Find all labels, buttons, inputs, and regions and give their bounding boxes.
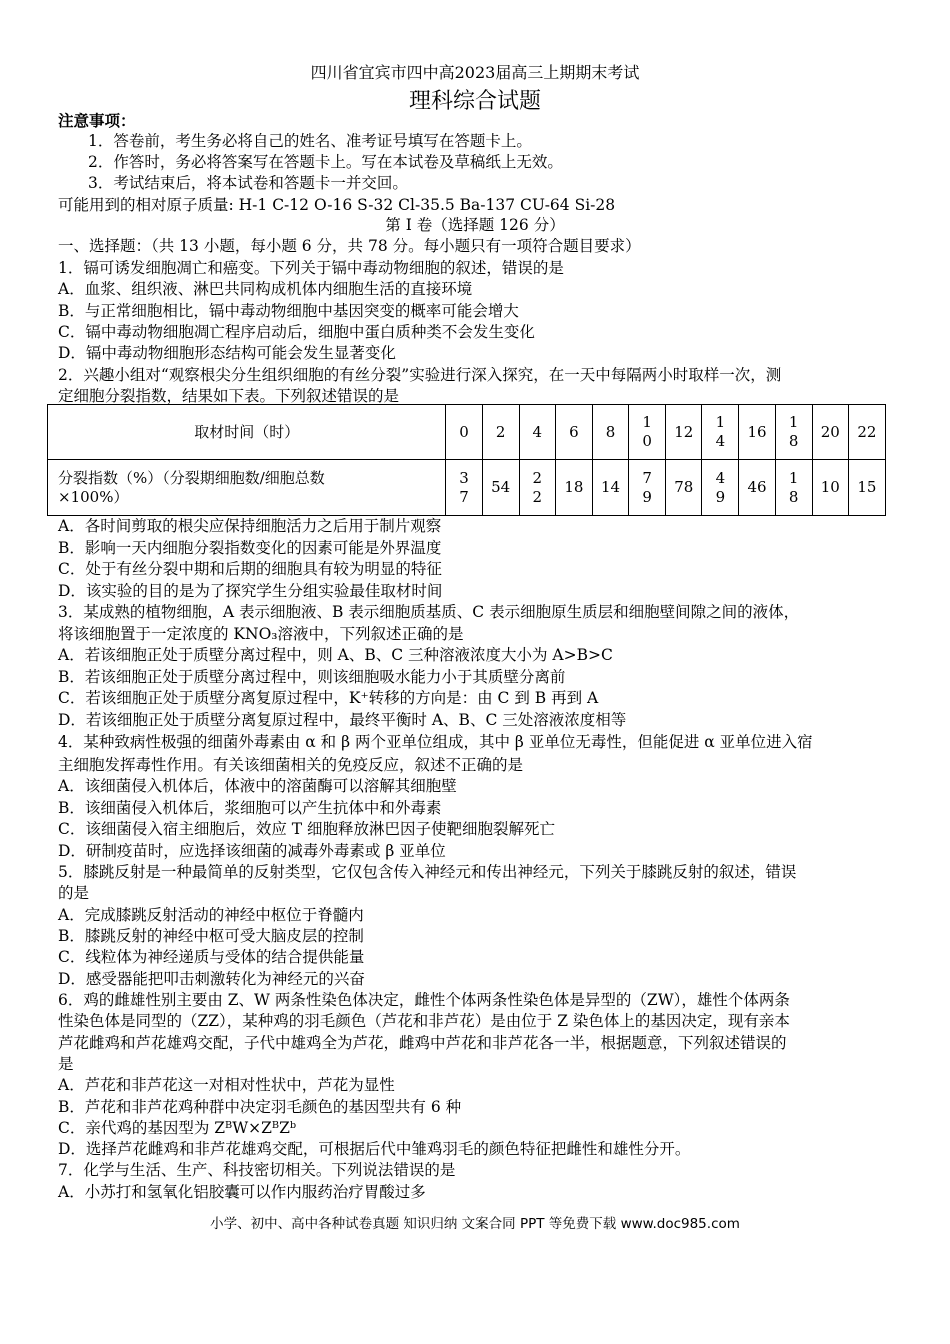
q3-stem-2: 将该细胞置于一定浓度的 KNO₃溶液中，下列叙述正确的是 <box>58 625 464 643</box>
q4-stem-2: 主细胞发挥毒性作用。有关该细菌相关的免疫反应，叙述不正确的是 <box>58 756 524 774</box>
q5-stem-2: 的是 <box>58 884 90 902</box>
q4-option-b: B．该细菌侵入机体后，浆细胞可以产生抗体中和外毒素 <box>58 799 442 817</box>
q2-option-d: D．该实验的目的是为了探究学生分组实验最佳取材时间 <box>58 582 443 600</box>
table-row-time <box>48 405 886 460</box>
section-instruction: 一、选择题：（共 13 小题，每小题 6 分，共 78 分。每小题只有一项符合题目要求） <box>58 237 641 255</box>
q1-option-a: A．血浆、组织液、淋巴共同构成机体内细胞生活的直接环境 <box>58 280 473 298</box>
atomic-mass-line: 可能用到的相对原子质量: H-1 C-12 O-16 S-32 Cl-35.5 Ba-137 CU-64 Si-28 <box>58 196 616 214</box>
table-cell: 18 <box>555 460 592 516</box>
q4-stem-1: 4．某种致病性极强的细菌外毒素由 α 和 β 两个亚单位组成，其中 β 亚单位无毒性，但能促进 α 亚单位进入宿 <box>58 733 813 751</box>
table-cell: 54 <box>482 460 519 516</box>
table-cell: 22 <box>848 405 885 460</box>
q1-option-d: D．镉中毒动物细胞形态结构可能会发生显著变化 <box>58 344 396 362</box>
table-header-time: 取材时间（时） <box>48 405 446 460</box>
q6-stem-4: 是 <box>58 1055 74 1073</box>
q2-option-b: B．影响一天内细胞分裂指数变化的因素可能是外界温度 <box>58 539 442 557</box>
table-cell: 8 <box>592 405 628 460</box>
volume-title: 第 I 卷（选择题 126 分） <box>385 216 565 234</box>
q2-option-c: C．处于有丝分裂中期和后期的细胞具有较为明显的特征 <box>58 560 442 578</box>
table-cell: 14 <box>702 405 739 460</box>
q4-option-a: A．该细菌侵入机体后，体液中的溶菌酶可以溶解其细胞壁 <box>58 777 457 795</box>
table-cell: 18 <box>775 405 812 460</box>
q6-stem-1: 6．鸡的雌雄性别主要由 Z、W 两条性染色体决定，雌性个体两条性染色体是异型的（ZW），雄性个体两条 <box>58 991 790 1009</box>
q6-option-d: D．选择芦花雌鸡和非芦花雄鸡交配，可根据后代中雏鸡羽毛的颜色特征把雌性和雄性分开。 <box>58 1140 691 1158</box>
q6-option-c: C．亲代鸡的基因型为 ZᴮW×ZᴮZᵇ <box>58 1119 297 1137</box>
table-cell: 14 <box>592 460 628 516</box>
table-header-index-line2: ×100%） <box>58 487 129 506</box>
table-cell: 16 <box>739 405 775 460</box>
division-index-table <box>47 404 886 516</box>
q2-stem-1: 2．兴趣小组对“观察根尖分生组织细胞的有丝分裂”实验进行深入探究，在一天中每隔两小时取样一次，测 <box>58 366 782 384</box>
q7-stem: 7．化学与生活、生产、科技密切相关。下列说法错误的是 <box>58 1161 456 1179</box>
q5-option-a: A．完成膝跳反射活动的神经中枢位于脊髓内 <box>58 906 364 924</box>
table-cell: 20 <box>812 405 848 460</box>
table-cell: 78 <box>666 460 702 516</box>
q4-option-c: C．该细菌侵入宿主细胞后，效应 T 细胞释放淋巴因子使靶细胞裂解死亡 <box>58 820 556 838</box>
table-cell: 18 <box>775 460 812 516</box>
q5-stem-1: 5．膝跳反射是一种最简单的反射类型，它仅包含传入神经元和传出神经元，下列关于膝跳反射的叙述，错误 <box>58 863 797 881</box>
table-cell: 6 <box>555 405 592 460</box>
q6-option-b: B．芦花和非芦花鸡种群中决定羽毛颜色的基因型共有 6 种 <box>58 1098 462 1116</box>
table-header-index <box>48 460 446 516</box>
note-item-3: 3．考试结束后，将本试卷和答题卡一并交回。 <box>88 174 408 192</box>
table-cell: 10 <box>629 405 666 460</box>
q6-stem-3: 芦花雌鸡和芦花雄鸡交配，子代中雄鸡全为芦花，雌鸡中芦花和非芦花各一半，根据题意，下列叙述错误的 <box>58 1034 787 1052</box>
q4-option-d: D．研制疫苗时，应选择该细菌的减毒外毒素或 β 亚单位 <box>58 842 446 860</box>
q5-option-c: C．线粒体为神经递质与受体的结合提供能量 <box>58 948 365 966</box>
table-cell: 15 <box>848 460 885 516</box>
table-cell: 46 <box>739 460 775 516</box>
table-cell: 4 <box>519 405 555 460</box>
table-cell: 22 <box>519 460 555 516</box>
q3-option-b: B．若该细胞正处于质壁分离过程中，则该细胞吸水能力小于其质壁分离前 <box>58 668 566 686</box>
notes-heading: 注意事项： <box>58 111 136 130</box>
q3-option-d: D．若该细胞正处于质壁分离复原过程中，最终平衡时 A、B、C 三处溶液浓度相等 <box>58 711 627 729</box>
q2-option-a: A．各时间剪取的根尖应保持细胞活力之后用于制片观察 <box>58 517 442 535</box>
note-item-1: 1．答卷前，考生务必将自己的姓名、准考证号填写在答题卡上。 <box>88 132 532 150</box>
note-item-2: 2．作答时，务必将答案写在答题卡上。写在本试卷及草稿纸上无效。 <box>88 153 563 171</box>
exam-subtitle: 理科综合试题 <box>408 89 541 114</box>
table-cell: 49 <box>702 460 739 516</box>
q1-option-c: C．镉中毒动物细胞凋亡程序启动后，细胞中蛋白质种类不会发生变化 <box>58 323 535 341</box>
q1-option-b: B．与正常细胞相比，镉中毒动物细胞中基因突变的概率可能会增大 <box>58 302 519 320</box>
exam-title: 四川省宜宾市四中高2023届高三上期期末考试 <box>310 63 640 82</box>
table-row-index <box>48 460 886 516</box>
table-cell: 79 <box>629 460 666 516</box>
q6-stem-2: 性染色体是同型的（ZZ），某种鸡的羽毛颜色（芦花和非芦花）是由位于 Z 染色体上的基因决定，现有亲本 <box>58 1012 790 1030</box>
table-cell: 0 <box>446 405 482 460</box>
q7-option-a: A．小苏打和氢氧化铝胶囊可以作内服药治疗胃酸过多 <box>58 1183 426 1201</box>
q3-stem-1: 3．某成熟的植物细胞，A 表示细胞液、B 表示细胞质基质、C 表示细胞原生质层和细胞壁间隙之间的液体， <box>58 603 800 621</box>
q1-stem: 1．镉可诱发细胞凋亡和癌变。下列关于镉中毒动物细胞的叙述，错误的是 <box>58 259 564 277</box>
table-cell: 10 <box>812 460 848 516</box>
q5-option-b: B．膝跳反射的神经中枢可受大脑皮层的控制 <box>58 927 364 945</box>
q5-option-d: D．感受器能把叩击刺激转化为神经元的兴奋 <box>58 970 365 988</box>
table-cell: 2 <box>482 405 519 460</box>
table-cell: 12 <box>666 405 702 460</box>
q3-option-a: A．若该细胞正处于质壁分离过程中，则 A、B、C 三种溶液浓度大小为 A>B>C <box>58 646 613 664</box>
table-cell: 37 <box>446 460 482 516</box>
q3-option-c: C．若该细胞正处于质壁分离复原过程中，K⁺转移的方向是：由 C 到 B 再到 A <box>58 689 599 707</box>
table-header-index-line1: 分裂指数（%）（分裂期细胞数/细胞总数 <box>58 468 325 487</box>
q6-option-a: A．芦花和非芦花这一对相对性状中，芦花为显性 <box>58 1076 395 1094</box>
page-footer: 小学、初中、高中各种试卷真题 知识归纳 文案合同 PPT 等免费下载 www.doc985.com <box>210 1216 740 1232</box>
q2-stem-2: 定细胞分裂指数，结果如下表。下列叙述错误的是 <box>58 387 400 405</box>
